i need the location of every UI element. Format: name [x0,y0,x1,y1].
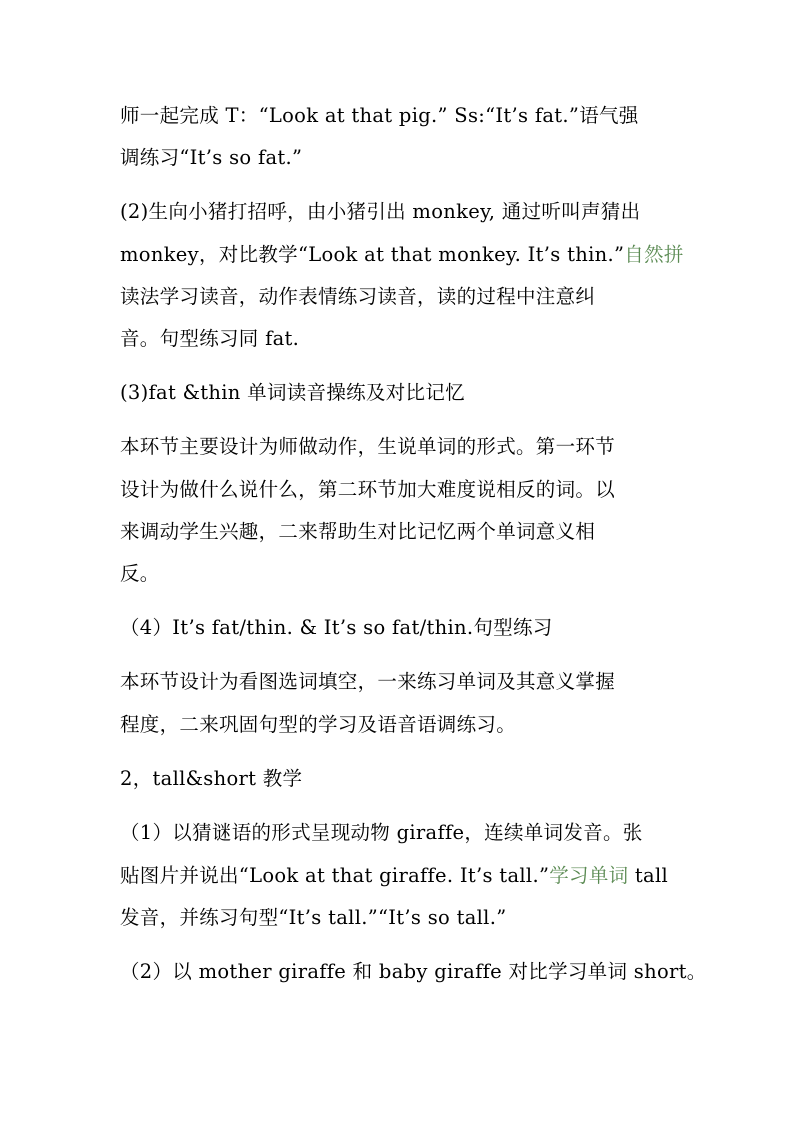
text-line: 音。句型练习同 fat. [120,327,300,350]
section-heading: （4）It’s fat/thin. & It’s so fat/thin.句型练习 [120,616,553,639]
text-line: 来调动学生兴趣，二来帮助生对比记忆两个单词意义相 [120,520,596,543]
text-line: （2）以 mother giraffe 和 baby giraffe 对比学习单词 short。 [120,960,707,983]
text-line: 师一起完成 T：“Look at that pig.” Ss:“It’s fat.”语气强 [120,104,639,127]
text-line: 调练习“It’s so fat.” [120,146,303,169]
section-heading: 2，tall&short 教学 [120,767,303,790]
section-heading: (3)fat &thin 单词读音操练及对比记忆 [120,381,465,404]
text-line: 本环节设计为看图选词填空，一来练习单词及其意义掌握 [120,670,616,693]
text-line: (2)生向小猪打招呼，由小猪引出 monkey, 通过听叫声猜出 [120,200,641,223]
text-line: monkey，对比教学“Look at that monkey. It’s thin.”自然拼 [120,243,684,266]
text-line: 程度，二来巩固句型的学习及语音语调练习。 [120,713,517,736]
text-line: 贴图片并说出“Look at that giraffe. It’s tall.”学习单词 tall [120,864,669,887]
text-line: 设计为做什么说什么，第二环节加大难度说相反的词。以 [120,478,616,501]
text-line: 本环节主要设计为师做动作，生说单词的形式。第一环节 [120,435,616,458]
text-line: 发音，并练习句型“It’s tall.”“It’s so tall.” [120,906,507,929]
text-line: 反。 [120,562,160,585]
text-line: （1）以猜谜语的形式呈现动物 giraffe，连续单词发音。张 [120,821,643,844]
text-line: 读法学习读音，动作表情练习读音，读的过程中注意纠 [120,285,596,308]
